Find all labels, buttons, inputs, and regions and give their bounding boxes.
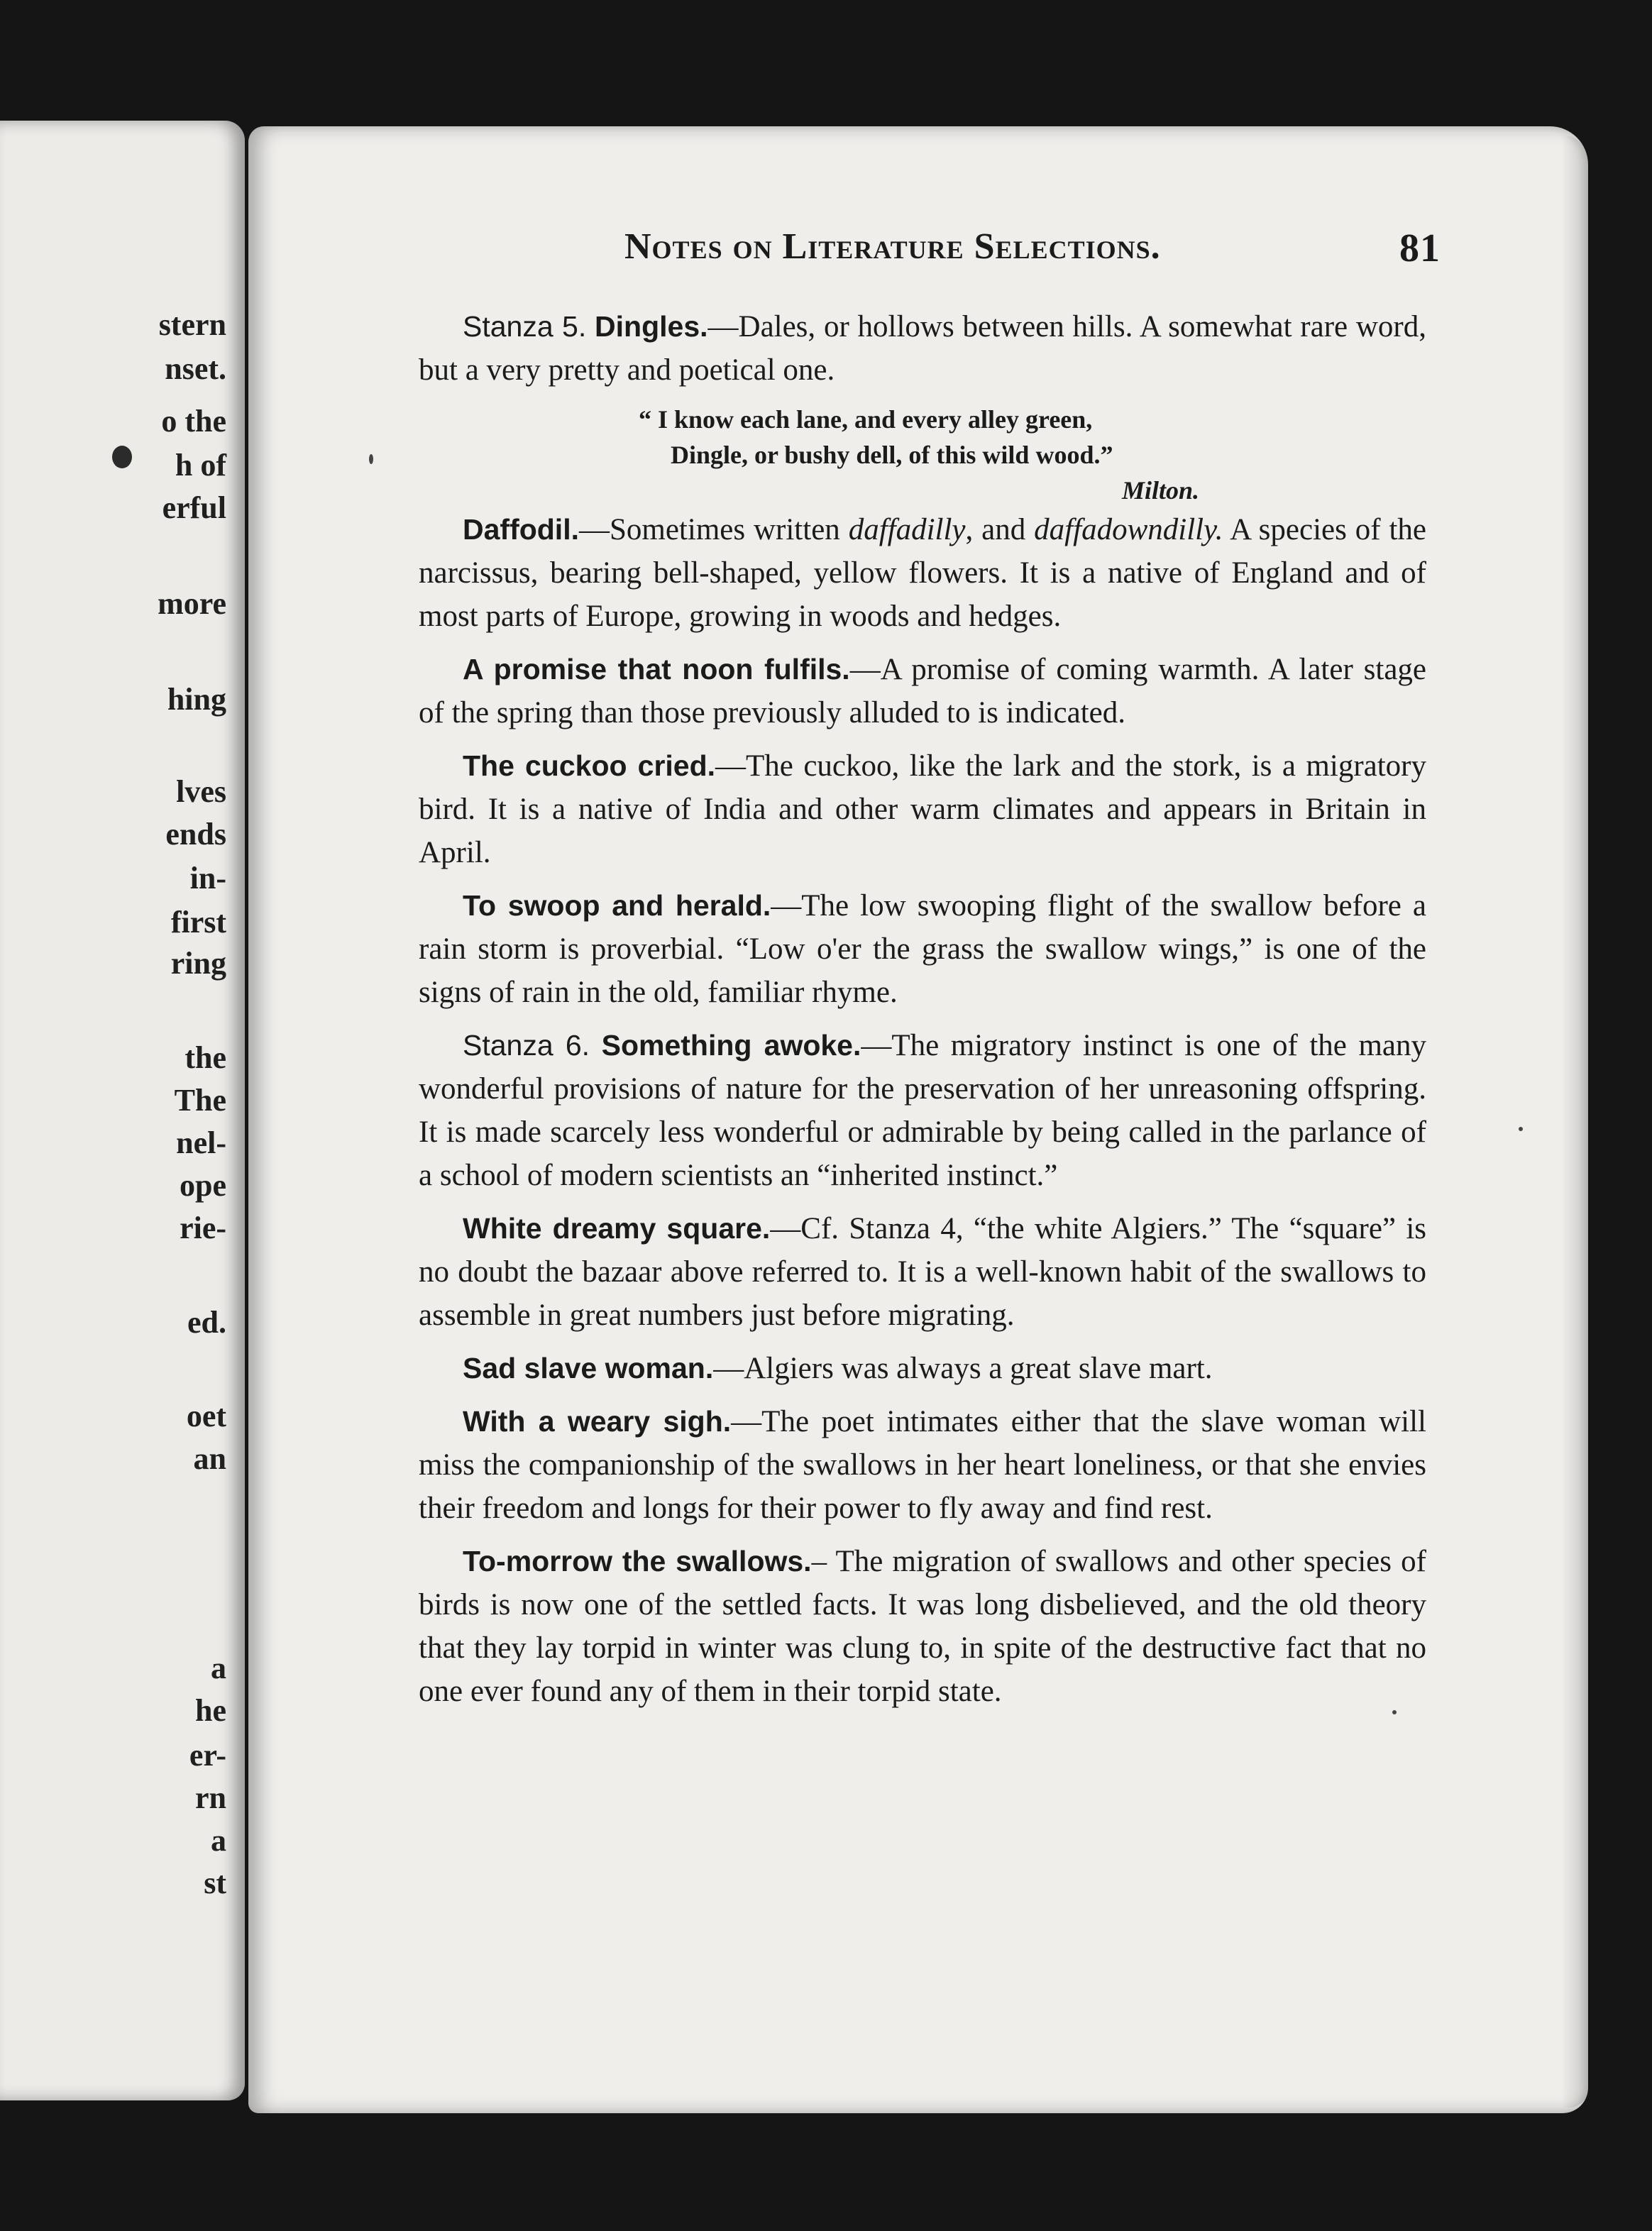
left-fragment: stern: [158, 307, 226, 342]
left-fragment: oet: [186, 1399, 226, 1433]
entry-text: —Dales, or hollows between hills. A somewhat rare word, but a very pretty and poetical one.: [419, 310, 1427, 387]
quote-line: Dingle, or bushy dell, of this wild wood.”: [671, 441, 1113, 469]
stanza-label: Stanza 5.: [463, 310, 587, 343]
entry-text: – The migration of swallows and other species of birds is now one of the settled facts. It was long disbelieved, and the old theory that they lay torpid in winter was clung to, in spite of the destructive fact that no one ever found any of them in their torpid state.: [419, 1545, 1426, 1708]
scan-speck: [1392, 1710, 1397, 1714]
note-entry: [419, 648, 1426, 734]
entry-heading: Daffodil.: [463, 513, 579, 546]
left-fragment: h of: [175, 448, 226, 483]
entry-text: —Cf. Stanza 4, “the white Algiers.” The “square” is no doubt the bazaar above referred to. It is a well-known habit of the swallows to assemble in great numbers just before migrating.: [419, 1212, 1427, 1332]
entry-heading: To swoop and herald.: [463, 889, 771, 922]
entry-text: —The cuckoo, like the lark and the stork, is a migratory bird. It is a native of India and other warm climates and appears in Britain in April.: [419, 749, 1426, 869]
page-edge-shadow: [1561, 135, 1590, 2108]
entry-text: —A promise of coming warmth. A later stage of the spring than those previously alluded to is indicated.: [419, 653, 1426, 729]
entry-text: —The low swooping flight of the swallow before a rain storm is proverbial. “Low o'er the grass the swallow wings,” is one of the signs of rain in the old, familiar rhyme.: [419, 889, 1427, 1009]
note-entry: [419, 305, 1426, 392]
stanza-label: Stanza 6.: [463, 1029, 590, 1062]
quote-attribution: Milton.: [1121, 476, 1199, 505]
quote-line: “ I know each lane, and every alley green,: [639, 405, 1093, 434]
left-fragment: st: [204, 1866, 226, 1900]
entry-heading: A promise that noon fulfils.: [463, 653, 850, 685]
entry-text: A species of the narcissus, bearing bell-shaped, yellow flowers. It is a native of England and of most parts of Europe, growing in woods and hedges.: [419, 513, 1426, 633]
left-fragment: first: [170, 905, 226, 940]
entry-text: —Sometimes written: [578, 513, 849, 546]
left-page: [0, 121, 245, 2100]
entry-heading: Something awoke.: [601, 1029, 861, 1062]
scan-speck: [369, 454, 373, 464]
left-fragment: ends: [165, 817, 226, 852]
scan-speck: [1519, 1127, 1523, 1131]
italic-term: daffadowndilly.: [1034, 513, 1223, 546]
entry-heading: The cuckoo cried.: [463, 749, 716, 782]
note-entry: [419, 508, 1426, 638]
running-header: [624, 226, 1441, 275]
left-fragment: The: [174, 1083, 226, 1118]
left-fragment: ope: [180, 1168, 226, 1203]
running-title: Notes on Literature Selections.: [624, 226, 1161, 267]
left-fragment: nel-: [176, 1125, 226, 1160]
note-entry: [419, 884, 1426, 1014]
left-fragment: a: [211, 1823, 226, 1858]
entry-heading: Dingles.: [595, 310, 708, 343]
entry-heading: With a weary sigh.: [463, 1405, 732, 1438]
left-fragment: an: [193, 1441, 226, 1476]
entry-text: —The migratory instinct is one of the many wonderful provisions of nature for the preservation of her unreasoning offspring. It is made scarcely less wonderful or admirable by being called in the parlance of a school of modern scientists an “inherited instinct.”: [419, 1029, 1426, 1192]
entry-text: , and: [965, 513, 1035, 546]
italic-term: daffadilly: [848, 513, 966, 546]
left-fragment: o the: [161, 404, 226, 439]
left-fragment: more: [158, 586, 226, 621]
left-fragment: in-: [189, 861, 226, 896]
left-fragment: ring: [170, 946, 226, 981]
page-number: 81: [1399, 226, 1441, 270]
entry-heading: White dreamy square.: [463, 1212, 771, 1245]
left-fragment: hing: [167, 682, 226, 717]
ink-blot: [112, 446, 132, 468]
note-entry: [419, 1207, 1426, 1337]
note-entry: [419, 744, 1426, 874]
left-fragment: rie-: [180, 1211, 226, 1245]
note-entry: [419, 1024, 1426, 1197]
notes-body: [419, 305, 1426, 1723]
entry-heading: To-morrow the swallows.: [463, 1545, 812, 1577]
note-entry: [419, 1540, 1426, 1713]
entry-text: —Algiers was always a great slave mart.: [713, 1352, 1213, 1385]
verse-quotation: [419, 402, 1426, 508]
left-fragment: the: [185, 1040, 226, 1075]
note-entry: [419, 1400, 1426, 1530]
entry-heading: Sad slave woman.: [463, 1352, 714, 1384]
left-fragment: rn: [195, 1780, 226, 1815]
left-fragment: erful: [162, 490, 226, 525]
left-fragment: nset.: [165, 351, 226, 386]
left-fragment: er-: [189, 1738, 226, 1773]
note-entry: [419, 1347, 1426, 1390]
left-fragment: ed.: [187, 1305, 226, 1340]
left-fragment: lves: [176, 774, 226, 809]
entry-text: —The poet intimates either that the slave woman will miss the companionship of the swallows in her heart loneliness, or that she envies their freedom and longs for their power to fly away and find rest.: [419, 1405, 1426, 1525]
left-fragment: he: [195, 1693, 226, 1728]
left-fragment: a: [211, 1651, 226, 1685]
